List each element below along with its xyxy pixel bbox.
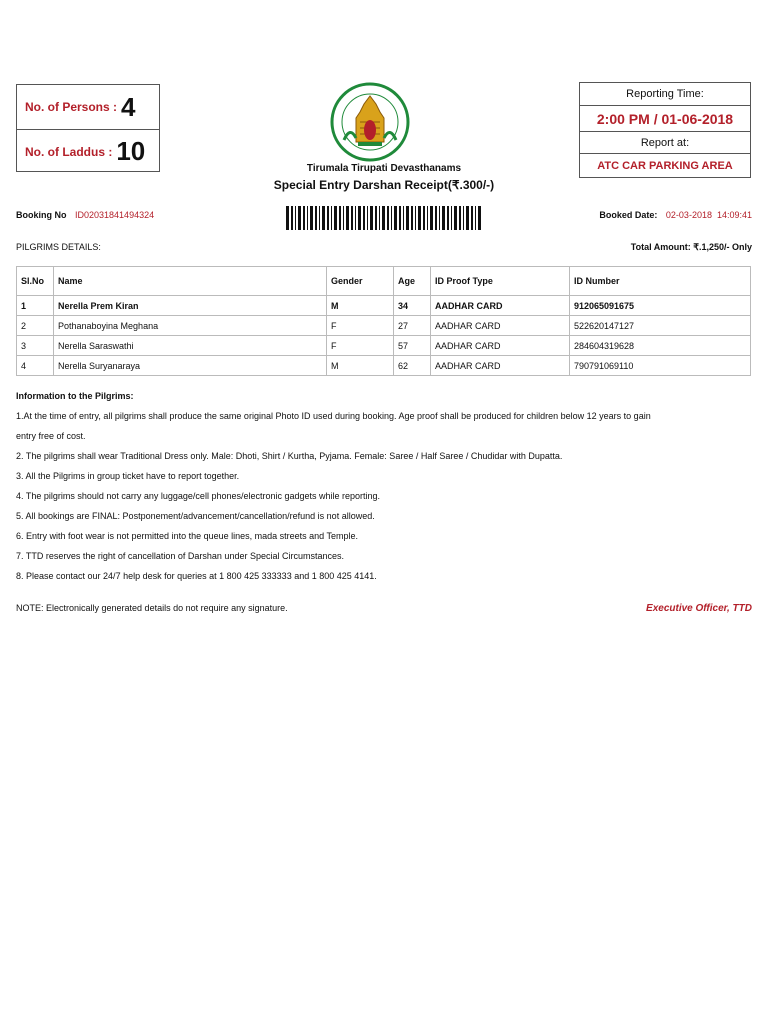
org-name: Tirumala Tirupati Devasthanams xyxy=(306,163,462,174)
barcode-bar xyxy=(319,206,320,230)
counts-box xyxy=(16,84,160,172)
receipt-title: Special Entry Darshan Receipt(₹.300/-) xyxy=(273,178,495,192)
report-at-label: Report at: xyxy=(580,131,750,153)
laddus-value: 10 xyxy=(116,136,146,166)
cell-age: 27 xyxy=(394,316,431,336)
barcode-bar xyxy=(307,206,308,230)
info-title: Information to the Pilgrims: xyxy=(16,391,134,401)
cell-slno: 4 xyxy=(17,356,54,376)
cell-slno: 3 xyxy=(17,336,54,356)
table-row xyxy=(17,316,751,336)
barcode-bar xyxy=(303,206,305,230)
information-section xyxy=(16,386,751,586)
barcode-bar xyxy=(382,206,385,230)
info-item: 7. TTD reserves the right of cancellation of Darshan under Special Circumstances. xyxy=(16,551,344,561)
reporting-time-value: 2:00 PM / 01-06-2018 xyxy=(580,105,750,131)
cell-id-type: AADHAR CARD xyxy=(431,296,570,316)
cell-id-type: AADHAR CARD xyxy=(431,356,570,376)
cell-id-type: AADHAR CARD xyxy=(431,316,570,336)
barcode-bar xyxy=(363,206,365,230)
cell-age: 62 xyxy=(394,356,431,376)
barcode-bar xyxy=(322,206,325,230)
info-item: entry free of cost. xyxy=(16,431,86,441)
barcode-bar xyxy=(423,206,425,230)
laddus-row xyxy=(17,129,159,173)
barcode-bar xyxy=(439,206,440,230)
cell-slno: 2 xyxy=(17,316,54,336)
barcode-bar xyxy=(334,206,337,230)
barcode-bar xyxy=(351,206,353,230)
barcode-bar xyxy=(391,206,392,230)
barcode-bar xyxy=(475,206,476,230)
barcode-bar xyxy=(427,206,428,230)
booking-no xyxy=(16,210,154,220)
persons-row xyxy=(17,85,159,129)
info-item: 8. Please contact our 24/7 help desk for queries at 1 800 425 333333 and 1 800 425 4141. xyxy=(16,571,377,581)
barcode-bar xyxy=(415,206,416,230)
barcode-bar xyxy=(370,206,373,230)
booking-no-label: Booking No xyxy=(16,210,67,220)
barcode-bar xyxy=(471,206,473,230)
cell-gender: M xyxy=(327,296,394,316)
cell-gender: M xyxy=(327,356,394,376)
col-gender: Gender xyxy=(327,267,394,296)
info-item: 6. Entry with foot wear is not permitted into the queue lines, mada streets and Temple. xyxy=(16,531,359,541)
cell-id-number: 912065091675 xyxy=(570,296,751,316)
col-slno: Sl.No xyxy=(17,267,54,296)
info-item: 3. All the Pilgrims in group ticket have to report together. xyxy=(16,471,240,481)
cell-gender: F xyxy=(327,336,394,356)
barcode-bar xyxy=(459,206,461,230)
barcode-bar xyxy=(394,206,397,230)
pilgrims-table xyxy=(16,266,751,376)
barcode xyxy=(286,206,482,230)
pilgrims-details-label: PILGRIMS DETAILS: xyxy=(16,242,101,252)
booked-date-value: 02-03-2018 14:09:41 xyxy=(665,210,752,220)
info-item: 5. All bookings are FINAL: Postponement/advancement/cancellation/refund is not allowed. xyxy=(16,511,375,521)
barcode-bar xyxy=(411,206,413,230)
barcode-bar xyxy=(379,206,380,230)
barcode-bar xyxy=(358,206,361,230)
barcode-bar xyxy=(451,206,452,230)
barcode-bar xyxy=(375,206,377,230)
cell-age: 57 xyxy=(394,336,431,356)
cell-name: Nerella Prem Kiran xyxy=(54,296,327,316)
cell-id-number: 522620147127 xyxy=(570,316,751,336)
col-name: Name xyxy=(54,267,327,296)
barcode-bar xyxy=(355,206,356,230)
barcode-bar xyxy=(463,206,464,230)
barcode-bar xyxy=(315,206,317,230)
report-at-value: ATC CAR PARKING AREA xyxy=(580,153,750,177)
ttd-logo xyxy=(330,82,410,162)
reporting-box xyxy=(579,82,751,178)
barcode-bar xyxy=(399,206,401,230)
barcode-bar xyxy=(430,206,433,230)
barcode-bar xyxy=(403,206,404,230)
info-item: 1.At the time of entry, all pilgrims shall produce the same original Photo ID used during booking. Age proof shall be produced for children below 12 years to gain xyxy=(16,411,651,421)
barcode-bar xyxy=(454,206,457,230)
executive-officer: Executive Officer, TTD xyxy=(646,603,752,614)
table-header-row xyxy=(17,267,751,296)
barcode-bar xyxy=(291,206,293,230)
persons-label: No. of Persons : xyxy=(25,100,118,114)
cell-name: Nerella Saraswathi xyxy=(54,336,327,356)
table-row xyxy=(17,296,751,316)
booked-date-label: Booked Date: xyxy=(599,210,658,220)
col-id-number: ID Number xyxy=(570,267,751,296)
barcode-bar xyxy=(346,206,349,230)
signature-note: NOTE: Electronically generated details do not require any signature. xyxy=(16,603,288,613)
barcode-bar xyxy=(343,206,344,230)
barcode-bar xyxy=(339,206,341,230)
barcode-bar xyxy=(331,206,332,230)
barcode-bar xyxy=(442,206,445,230)
booked-date xyxy=(599,210,752,220)
barcode-bar xyxy=(298,206,301,230)
cell-name: Nerella Suryanaraya xyxy=(54,356,327,376)
barcode-bar xyxy=(327,206,329,230)
barcode-bar xyxy=(295,206,296,230)
booking-no-value: ID02031841494324 xyxy=(75,210,155,220)
barcode-bar xyxy=(435,206,437,230)
col-age: Age xyxy=(394,267,431,296)
barcode-bar xyxy=(310,206,313,230)
cell-gender: F xyxy=(327,316,394,336)
cell-slno: 1 xyxy=(17,296,54,316)
laddus-label: No. of Laddus : xyxy=(25,144,113,159)
cell-age: 34 xyxy=(394,296,431,316)
barcode-bar xyxy=(478,206,481,230)
barcode-bar xyxy=(387,206,389,230)
total-amount: Total Amount: ₹.1,250/- Only xyxy=(630,242,752,252)
barcode-bar xyxy=(447,206,449,230)
info-item: 2. The pilgrims shall wear Traditional Dress only. Male: Dhoti, Shirt / Kurtha, Pyjama. Female: Saree / Half Saree / Chudidar with Dupatta. xyxy=(16,451,563,461)
barcode-bar xyxy=(406,206,409,230)
table-row xyxy=(17,356,751,376)
info-item: 4. The pilgrims should not carry any luggage/cell phones/electronic gadgets while reporting. xyxy=(16,491,381,501)
cell-id-number: 790791069110 xyxy=(570,356,751,376)
barcode-bar xyxy=(418,206,421,230)
persons-value: 4 xyxy=(121,91,136,122)
cell-id-number: 284604319628 xyxy=(570,336,751,356)
cell-id-type: AADHAR CARD xyxy=(431,336,570,356)
table-row xyxy=(17,336,751,356)
cell-name: Pothanaboyina Meghana xyxy=(54,316,327,336)
barcode-bar xyxy=(286,206,289,230)
barcode-bar xyxy=(367,206,368,230)
col-id-type: ID Proof Type xyxy=(431,267,570,296)
reporting-time-label: Reporting Time: xyxy=(626,88,704,100)
barcode-bar xyxy=(466,206,469,230)
